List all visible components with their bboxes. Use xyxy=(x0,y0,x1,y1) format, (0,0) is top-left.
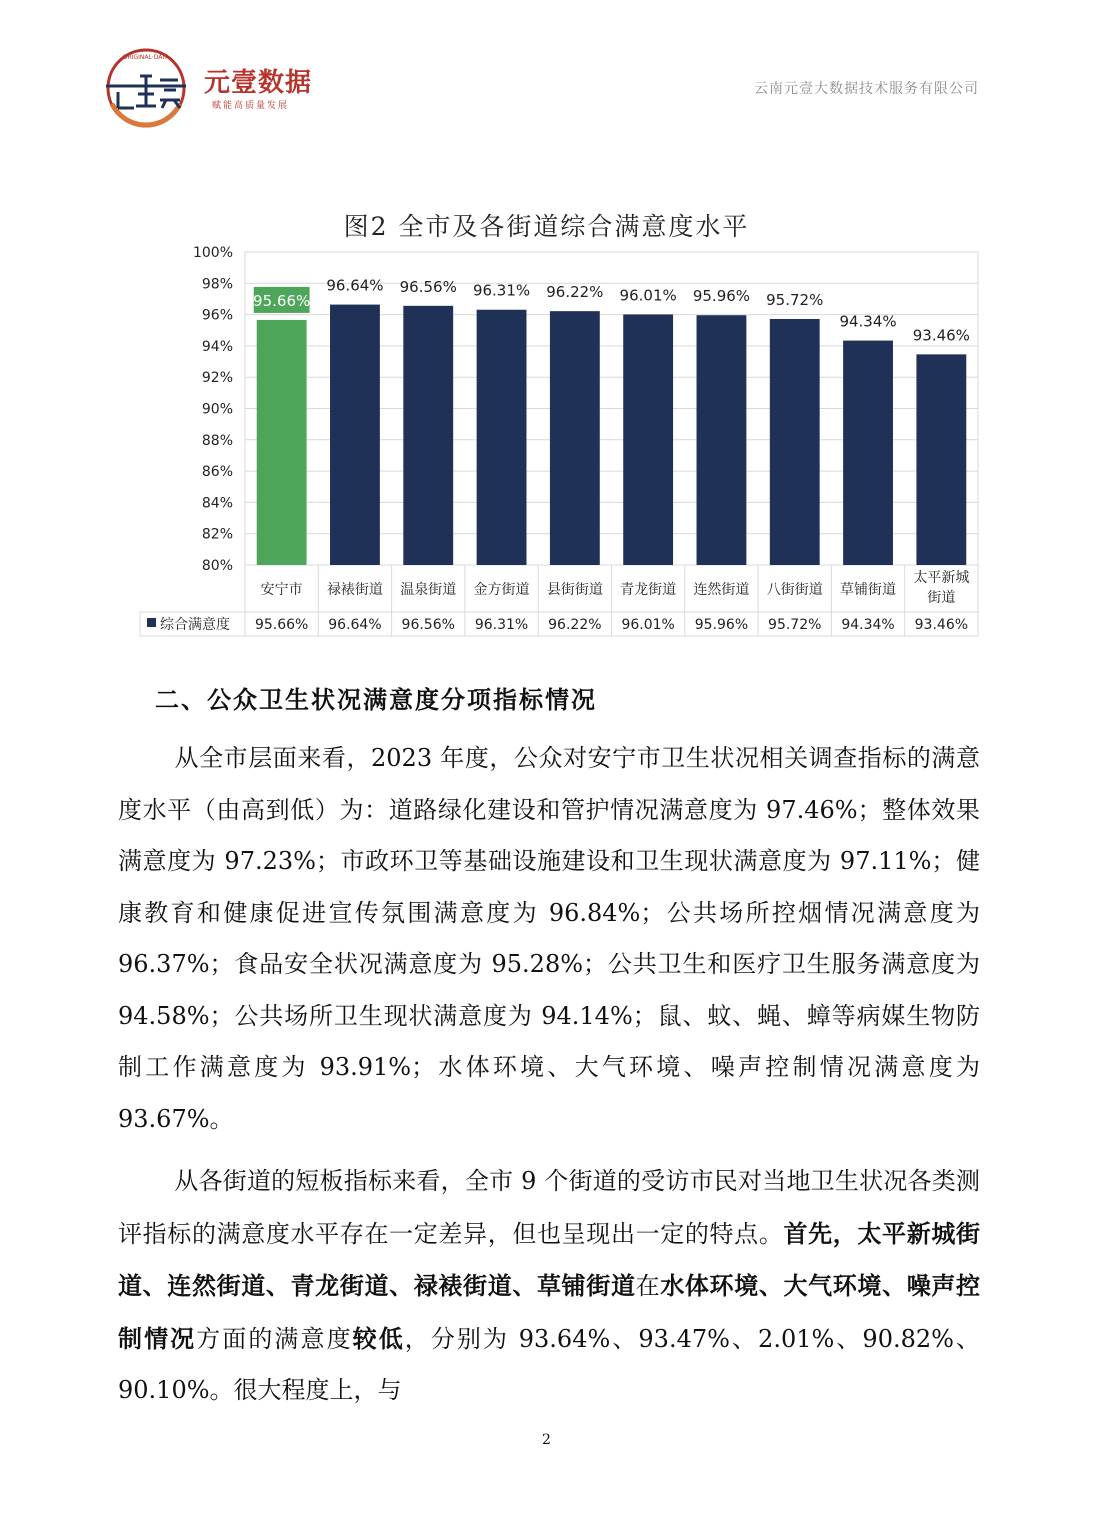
table-value: 95.72% xyxy=(768,617,822,633)
table-value: 95.96% xyxy=(694,617,749,633)
y-tick-label: 98% xyxy=(201,276,233,293)
x-tick-label: 太平新城 xyxy=(913,570,970,586)
y-tick-label: 94% xyxy=(201,338,233,355)
x-tick-label: 金方街道 xyxy=(473,582,530,598)
data-label: 93.46% xyxy=(912,326,970,345)
legend-label: 综合满意度 xyxy=(160,617,230,633)
legend-swatch xyxy=(147,618,156,627)
bar-5 xyxy=(623,314,673,565)
table-value: 95.66% xyxy=(254,617,309,633)
paragraph-2-connector: 在 xyxy=(635,1272,661,1300)
logo-slogan: 赋能高质量发展 xyxy=(212,101,290,111)
y-tick-label: 92% xyxy=(201,370,233,387)
x-tick-label: 温泉街道 xyxy=(400,582,457,598)
y-tick-label: 88% xyxy=(201,432,233,449)
bar-4 xyxy=(550,311,600,565)
paragraph-2 xyxy=(118,1156,980,1417)
bar-8 xyxy=(843,341,893,565)
company-logo-icon xyxy=(104,46,188,130)
data-label: 96.22% xyxy=(546,283,604,302)
bar-chart xyxy=(0,240,1093,640)
y-tick-label: 82% xyxy=(201,526,233,543)
x-tick-label: 草铺街道 xyxy=(840,582,897,598)
bar-7 xyxy=(770,319,820,565)
table-value: 96.64% xyxy=(328,617,382,633)
x-tick-label: 禄裱街道 xyxy=(326,582,383,598)
x-tick-label: 连然街道 xyxy=(693,582,750,598)
table-value: 96.22% xyxy=(548,617,602,633)
table-value: 93.46% xyxy=(914,617,969,633)
x-tick-label: 青龙街道 xyxy=(620,582,677,598)
data-label: 94.34% xyxy=(839,312,897,331)
x-tick-label: 街道 xyxy=(927,590,956,606)
paragraph-2-values: ，分别为 93.64%、93.47%、2.01%、90.82%、90.10%。很大程度上，与 xyxy=(118,1324,981,1404)
data-label: 95.72% xyxy=(766,290,824,309)
bar-0 xyxy=(257,320,307,565)
y-tick-label: 100% xyxy=(192,245,233,261)
data-label: 95.96% xyxy=(692,287,751,306)
table-value: 96.56% xyxy=(401,617,455,633)
paragraph-2-aspect: 方面的满意度 xyxy=(196,1324,353,1353)
company-name: 云南元壹大数据技术服务有限公司 xyxy=(754,81,979,97)
y-tick-label: 90% xyxy=(201,401,233,418)
paragraph-1-text: 从全市层面来看，2023 年度，公众对安宁市卫生状况相关调查指标的满意度水平（由高到低）为：道路绿化建设和管护情况满意度为 97.46%；整体效果满意度为 97.23%；市政环卫等基础设施建设和卫生现状满意度为 97.11%；健康教育和健康促进宣传氛围满意度为 96.84%；公共场所控烟情况满意度为 96.37%；食品安全状况满意度为 95.28%；公共卫生和医疗卫生服务满意度为 94.58%；公共场所卫生现状满意度为 94.14%；鼠、蚊、蝇、蟑等病媒生物防制工作满意度为 93.91%；水体环境、大气环境、噪声控制情况满意度为 93.67%。 xyxy=(118,744,980,1133)
chart-title: 图2 全市及各街道综合满意度水平 xyxy=(343,212,750,241)
y-tick-label: 86% xyxy=(201,464,233,481)
paragraph-2-bold-indicator: 水体环境、大气环境、噪声控制情况 xyxy=(118,1271,981,1353)
paragraph-2-intro: 从各街道的短板指标来看，全市 9 个街道的受访市民对当地卫生状况各类测评指标的满意度水平存在一定差异，但也呈现出一定的特点。 xyxy=(118,1167,980,1248)
bar-3 xyxy=(477,310,527,565)
table-value: 96.31% xyxy=(474,617,529,633)
bar-9 xyxy=(916,354,966,565)
table-value: 94.34% xyxy=(841,617,895,633)
svg-text:ORIGINAL·DATA: ORIGINAL·DATA xyxy=(122,54,170,61)
page-number: 2 xyxy=(542,1432,551,1448)
section-heading: 二、公众卫生状况满意度分项指标情况 xyxy=(155,685,597,714)
x-tick-label: 八街街道 xyxy=(766,582,823,598)
logo-name: 元壹数据 xyxy=(204,68,313,98)
paragraph-1 xyxy=(118,733,980,1145)
data-label: 96.56% xyxy=(399,277,457,296)
paragraph-2-bold-low: 较低 xyxy=(352,1323,405,1353)
bar-2 xyxy=(403,306,453,565)
y-tick-label: 80% xyxy=(201,558,233,574)
page-header xyxy=(0,0,1093,140)
x-tick-label: 安宁市 xyxy=(260,582,303,598)
data-label: 96.31% xyxy=(472,281,531,300)
bar-1 xyxy=(330,305,380,565)
data-label: 96.64% xyxy=(326,276,384,295)
paragraph-2-bold-streets: 首先，太平新城街道、连然街道、青龙街道、禄裱街道、草铺街道 xyxy=(118,1218,980,1300)
y-tick-label: 96% xyxy=(201,307,233,324)
bar-6 xyxy=(697,315,747,565)
x-tick-label: 县街街道 xyxy=(546,582,603,598)
table-value: 96.01% xyxy=(621,617,675,633)
y-tick-label: 84% xyxy=(201,495,233,512)
data-label: 95.66% xyxy=(253,291,311,310)
data-label: 96.01% xyxy=(619,286,677,305)
